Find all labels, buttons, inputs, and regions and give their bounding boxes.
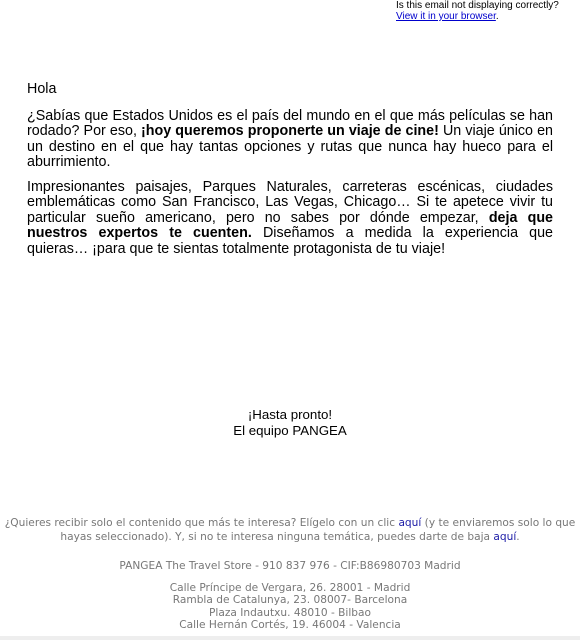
view-in-browser-link[interactable]: View it in your browser [396, 11, 496, 22]
email-body [27, 82, 553, 266]
paragraph-intro-text-c: Un viaje único en un destino en el que hay tantas opciones y rutas que nunca hay hueco para el aburrimiento. [27, 123, 554, 170]
company-info: PANGEA The Travel Store - 910 837 976 - CIF:B86980703 Madrid [119, 560, 461, 572]
paragraph-intro-text-a: ¿Sabías que Estados Unidos es el país del mundo en el que más películas se han rodado? Por eso, [27, 107, 553, 139]
address-madrid: Calle Príncipe de Vergara, 26. 28001 - Madrid [169, 582, 411, 594]
store-addresses [0, 582, 580, 631]
preferences-text-b: (y te enviaremos solo lo que hayas seleccionado). Y, si no te interesa ninguna temática, puedes darte de baja [60, 517, 576, 543]
preferences-link[interactable]: aquí [398, 517, 422, 529]
preferences-text-a: ¿Quieres recibir solo el contenido que más te interesa? Elígelo con un clic [4, 517, 399, 529]
paragraph-intro-highlight: ¡hoy queremos proponerte un viaje de cine! [141, 123, 439, 139]
preferences-text-c: . [516, 531, 520, 543]
email-preheader [396, 0, 576, 22]
paragraph-details-text-a: Impresionantes paisajes, Parques Naturales, carreteras escénicas, ciudades emblemáticas como San Francisco, Las Vegas, Chicago… Si te apetece vivir tu particular sueño americano, pero no sabes por dónde empezar, [27, 178, 553, 226]
signoff [0, 407, 580, 438]
signoff-farewell: ¡Hasta pronto! [247, 407, 333, 422]
address-valencia: Calle Hernán Cortés, 19. 46004 - Valencia [179, 618, 401, 631]
unsubscribe-link[interactable]: aquí [493, 531, 517, 543]
preheader-link-line [396, 11, 576, 22]
email-footer [0, 516, 580, 631]
preheader-link-suffix: . [495, 11, 499, 22]
footer-divider [0, 636, 580, 640]
preferences-text [0, 516, 580, 544]
address-bilbao: Plaza Indautxu. 48010 - Bilbao [209, 606, 371, 619]
address-barcelona: Rambla de Catalunya, 23. 08007- Barcelona [172, 594, 408, 607]
preheader-question: Is this email not displaying correctly? [396, 0, 559, 11]
paragraph-details-text-c: Diseñamos a medida la experiencia que quieras… ¡para que te sientas totalmente protagonista de tu viaje! [27, 225, 553, 257]
paragraph-intro [27, 109, 553, 171]
paragraph-details-highlight: deja que nuestros expertos te cuenten. [27, 209, 553, 241]
paragraph-details [27, 180, 553, 258]
greeting: Hola [27, 81, 57, 97]
signoff-team: El equipo PANGEA [233, 422, 347, 438]
